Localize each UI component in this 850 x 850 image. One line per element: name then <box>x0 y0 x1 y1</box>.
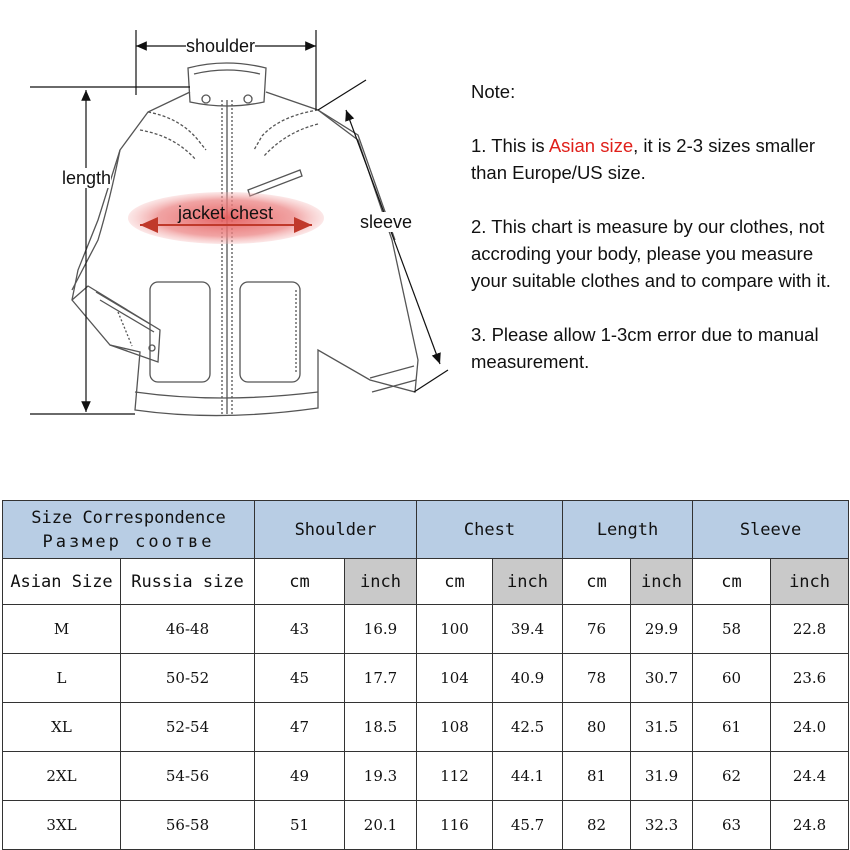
sleeve-inch-cell: 24.4 <box>771 752 849 801</box>
length-inch-cell: 31.5 <box>631 703 693 752</box>
chest-inch-header: inch <box>493 559 563 605</box>
asian-size-cell: XL <box>3 703 121 752</box>
asian-size-header: Asian Size <box>3 559 121 605</box>
sleeve-cm-cell: 62 <box>693 752 771 801</box>
note-title: Note: <box>471 81 516 102</box>
length-cm-cell: 78 <box>563 654 631 703</box>
header-row-groups <box>3 501 849 559</box>
russia-size-cell: 46-48 <box>121 605 255 654</box>
chest-cm-header: cm <box>417 559 493 605</box>
chest-inch-cell: 45.7 <box>493 801 563 850</box>
size-correspondence-header <box>3 501 255 559</box>
shoulder-cm-header: cm <box>255 559 345 605</box>
shoulder-cm-cell: 51 <box>255 801 345 850</box>
asian-size-highlight: Asian size <box>548 135 634 156</box>
note-item-3: 3. Please allow 1-3cm error due to manual measurement. <box>471 324 819 372</box>
table-row <box>3 801 849 850</box>
length-label: length <box>62 168 112 188</box>
shoulder-inch-cell: 18.5 <box>345 703 417 752</box>
length-inch-cell: 31.9 <box>631 752 693 801</box>
shoulder-cm-cell: 49 <box>255 752 345 801</box>
sleeve-inch-cell: 24.0 <box>771 703 849 752</box>
sleeve-label: sleeve <box>360 212 413 232</box>
chest-cm-cell: 104 <box>417 654 493 703</box>
asian-size-cell: 2XL <box>3 752 121 801</box>
size-chart-table <box>2 500 849 850</box>
chest-inch-cell: 42.5 <box>493 703 563 752</box>
sleeve-cm-cell: 63 <box>693 801 771 850</box>
length-header: Length <box>563 501 693 559</box>
jacket-chest-label: jacket chest <box>178 203 274 223</box>
chest-cm-cell: 116 <box>417 801 493 850</box>
length-inch-cell: 30.7 <box>631 654 693 703</box>
asian-size-cell: 3XL <box>3 801 121 850</box>
russia-size-cell: 50-52 <box>121 654 255 703</box>
chest-cm-cell: 100 <box>417 605 493 654</box>
chest-cm-cell: 108 <box>417 703 493 752</box>
table-row <box>3 703 849 752</box>
asian-size-cell: M <box>3 605 121 654</box>
length-cm-header: cm <box>563 559 631 605</box>
length-cm-cell: 81 <box>563 752 631 801</box>
russia-size-cell: 54-56 <box>121 752 255 801</box>
shoulder-header: Shoulder <box>255 501 417 559</box>
shoulder-cm-cell: 47 <box>255 703 345 752</box>
chest-header: Chest <box>417 501 563 559</box>
header-row-units <box>3 559 849 605</box>
russia-size-cell: 52-54 <box>121 703 255 752</box>
sleeve-inch-cell: 23.6 <box>771 654 849 703</box>
shoulder-inch-cell: 19.3 <box>345 752 417 801</box>
note-item-1-prefix: 1. This is <box>471 135 549 156</box>
sleeve-inch-cell: 22.8 <box>771 605 849 654</box>
russia-size-cell: 56-58 <box>121 801 255 850</box>
sleeve-cm-cell: 60 <box>693 654 771 703</box>
length-cm-cell: 80 <box>563 703 631 752</box>
sleeve-cm-cell: 61 <box>693 703 771 752</box>
sleeve-inch-cell: 24.8 <box>771 801 849 850</box>
length-cm-cell: 82 <box>563 801 631 850</box>
shoulder-inch-header: inch <box>345 559 417 605</box>
asian-size-cell: L <box>3 654 121 703</box>
note-item-2: 2. This chart is measure by our clothes, not accroding your body, please you measure your suitable clothes and to compare with it. <box>471 216 831 291</box>
shoulder-inch-cell: 16.9 <box>345 605 417 654</box>
chest-inch-cell: 39.4 <box>493 605 563 654</box>
sleeve-inch-header: inch <box>771 559 849 605</box>
shoulder-cm-cell: 43 <box>255 605 345 654</box>
note-item-1-suffix: , it is 2-3 sizes smaller than Europe/US size. <box>471 135 816 183</box>
russia-size-header: Russia size <box>121 559 255 605</box>
table-row <box>3 654 849 703</box>
sleeve-cm-cell: 58 <box>693 605 771 654</box>
table-row <box>3 752 849 801</box>
shoulder-cm-cell: 45 <box>255 654 345 703</box>
sleeve-cm-header: cm <box>693 559 771 605</box>
size-correspondence-title: Size Correspondence <box>31 507 226 528</box>
length-cm-cell: 76 <box>563 605 631 654</box>
size-correspondence-russian: Размер соотве <box>42 531 215 552</box>
shoulder-label: shoulder <box>186 36 256 56</box>
length-inch-cell: 32.3 <box>631 801 693 850</box>
table-row <box>3 605 849 654</box>
shoulder-inch-cell: 17.7 <box>345 654 417 703</box>
length-inch-cell: 29.9 <box>631 605 693 654</box>
length-inch-header: inch <box>631 559 693 605</box>
sleeve-header: Sleeve <box>693 501 849 559</box>
chest-inch-cell: 44.1 <box>493 752 563 801</box>
note-item-1 <box>471 132 841 186</box>
chest-cm-cell: 112 <box>417 752 493 801</box>
size-notes <box>471 78 841 402</box>
chest-inch-cell: 40.9 <box>493 654 563 703</box>
shoulder-inch-cell: 20.1 <box>345 801 417 850</box>
